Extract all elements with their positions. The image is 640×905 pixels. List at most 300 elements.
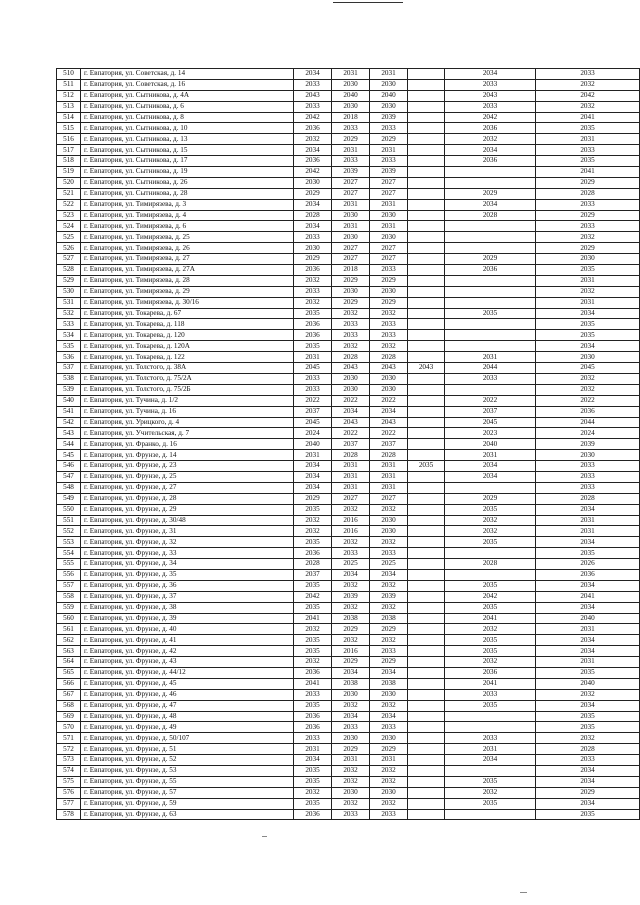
cell-c1: 2032 [294, 624, 332, 635]
cell-c6: 2036 [536, 406, 640, 417]
cell-c3: 2043 [370, 417, 408, 428]
cell-no: 577 [57, 798, 81, 809]
cell-c3: 2029 [370, 657, 408, 668]
cell-c2: 2030 [332, 101, 370, 112]
cell-c2: 2030 [332, 787, 370, 798]
cell-c3: 2031 [370, 461, 408, 472]
cell-no: 527 [57, 254, 81, 265]
cell-c1: 2036 [294, 265, 332, 276]
table-row [57, 580, 640, 591]
cell-c2: 2039 [332, 167, 370, 178]
cell-address: г. Евпатория, ул. Токарева, д. 122 [81, 352, 294, 363]
cell-c2: 2032 [332, 537, 370, 548]
table-row [57, 689, 640, 700]
cell-c5: 2035 [445, 700, 536, 711]
cell-c4 [408, 537, 445, 548]
cell-address: г. Евпатория, ул. Советская, д. 14 [81, 69, 294, 80]
cell-c5: 2034 [445, 461, 536, 472]
cell-c2: 2034 [332, 406, 370, 417]
table-row [57, 69, 640, 80]
cell-address: г. Евпатория, ул. Токарева, д. 118 [81, 319, 294, 330]
cell-c4 [408, 188, 445, 199]
cell-c2: 2027 [332, 177, 370, 188]
table-row [57, 417, 640, 428]
cell-no: 512 [57, 90, 81, 101]
cell-address: г. Евпатория, ул. Сытникова, д. 28 [81, 188, 294, 199]
cell-c6: 2028 [536, 744, 640, 755]
cell-no: 559 [57, 602, 81, 613]
cell-c2: 2033 [332, 722, 370, 733]
cell-c1: 2035 [294, 504, 332, 515]
cell-no: 566 [57, 678, 81, 689]
cell-no: 557 [57, 580, 81, 591]
cell-c4 [408, 254, 445, 265]
table-row [57, 657, 640, 668]
cell-no: 521 [57, 188, 81, 199]
cell-c4 [408, 776, 445, 787]
cell-c3: 2030 [370, 689, 408, 700]
cell-c2: 2033 [332, 319, 370, 330]
cell-c3: 2032 [370, 308, 408, 319]
cell-c4 [408, 569, 445, 580]
cell-c4 [408, 700, 445, 711]
cell-c6: 2034 [536, 580, 640, 591]
cell-c4 [408, 79, 445, 90]
cell-c4 [408, 493, 445, 504]
cell-c5: 2035 [445, 646, 536, 657]
cell-c1: 2045 [294, 363, 332, 374]
cell-c5: 2028 [445, 210, 536, 221]
cell-c3: 2030 [370, 526, 408, 537]
cell-c2: 2031 [332, 145, 370, 156]
cell-no: 523 [57, 210, 81, 221]
cell-c4 [408, 123, 445, 134]
cell-c1: 2033 [294, 286, 332, 297]
cell-c4 [408, 766, 445, 777]
cell-c5: 2032 [445, 624, 536, 635]
table-row [57, 635, 640, 646]
cell-c2: 2031 [332, 221, 370, 232]
cell-c3: 2034 [370, 711, 408, 722]
cell-no: 515 [57, 123, 81, 134]
cell-c1: 2041 [294, 678, 332, 689]
cell-c3: 2038 [370, 678, 408, 689]
cell-c1: 2034 [294, 755, 332, 766]
cell-c1: 2028 [294, 210, 332, 221]
cell-address: г. Евпатория, ул. Фрунзе, д. 27 [81, 482, 294, 493]
cell-c2: 2028 [332, 352, 370, 363]
cell-c3: 2030 [370, 515, 408, 526]
cell-c2: 2016 [332, 526, 370, 537]
cell-c6: 2042 [536, 90, 640, 101]
cell-c6: 2031 [536, 624, 640, 635]
cell-c6: 2032 [536, 733, 640, 744]
cell-c6: 2035 [536, 319, 640, 330]
cell-address: г. Евпатория, ул. Фрунзе, д. 23 [81, 461, 294, 472]
cell-no: 575 [57, 776, 81, 787]
table-row [57, 406, 640, 417]
cell-c4 [408, 657, 445, 668]
cell-no: 549 [57, 493, 81, 504]
table-row [57, 395, 640, 406]
cell-address: г. Евпатория, ул. Сытникова, д. 8 [81, 112, 294, 123]
cell-c1: 2033 [294, 689, 332, 700]
cell-c4 [408, 341, 445, 352]
cell-c4 [408, 733, 445, 744]
cell-c5: 2034 [445, 199, 536, 210]
cell-c4 [408, 548, 445, 559]
cell-no: 533 [57, 319, 81, 330]
cell-c6: 2034 [536, 646, 640, 657]
cell-c1: 2034 [294, 221, 332, 232]
cell-c6: 2036 [536, 569, 640, 580]
cell-address: г. Евпатория, ул. Сытникова, д. 17 [81, 156, 294, 167]
cell-c6: 2031 [536, 134, 640, 145]
cell-c3: 2032 [370, 776, 408, 787]
cell-address: г. Евпатория, ул. Фрунзе, д. 38 [81, 602, 294, 613]
cell-c4 [408, 798, 445, 809]
cell-c5: 2033 [445, 101, 536, 112]
cell-c1: 2022 [294, 395, 332, 406]
cell-c6: 2035 [536, 722, 640, 733]
table-row [57, 297, 640, 308]
cell-c2: 2031 [332, 471, 370, 482]
cell-address: г. Евпатория, ул. Фрунзе, д. 29 [81, 504, 294, 515]
cell-address: г. Евпатория, ул. Тимирязева, д. 30/16 [81, 297, 294, 308]
cell-c4 [408, 319, 445, 330]
cell-c4: 2043 [408, 363, 445, 374]
cell-c6: 2033 [536, 145, 640, 156]
cell-address: г. Евпатория, ул. Фрунзе, д. 36 [81, 580, 294, 591]
cell-c3: 2039 [370, 112, 408, 123]
cell-c5: 2028 [445, 559, 536, 570]
cell-address: г. Евпатория, ул. Фрунзе, д. 14 [81, 450, 294, 461]
cell-address: г. Евпатория, ул. Франко, д. 16 [81, 439, 294, 450]
cell-c4 [408, 678, 445, 689]
cell-c2: 2018 [332, 265, 370, 276]
cell-c1: 2024 [294, 428, 332, 439]
cell-c1: 2029 [294, 493, 332, 504]
cell-c4 [408, 297, 445, 308]
cell-address: г. Евпатория, ул. Фрунзе, д. 39 [81, 613, 294, 624]
cell-c1: 2033 [294, 101, 332, 112]
cell-address: г. Евпатория, ул. Сытникова, д. 10 [81, 123, 294, 134]
cell-c5: 2031 [445, 352, 536, 363]
cell-c2: 2030 [332, 689, 370, 700]
cell-c5 [445, 275, 536, 286]
cell-c1: 2033 [294, 79, 332, 90]
cell-no: 534 [57, 330, 81, 341]
table-body [57, 69, 640, 820]
cell-c1: 2036 [294, 711, 332, 722]
table-row [57, 548, 640, 559]
cell-c4 [408, 156, 445, 167]
cell-address: г. Евпатория, ул. Тимирязева, д. 6 [81, 221, 294, 232]
cell-c1: 2035 [294, 580, 332, 591]
cell-c5: 2032 [445, 657, 536, 668]
cell-no: 511 [57, 79, 81, 90]
cell-no: 562 [57, 635, 81, 646]
cell-c3: 2031 [370, 755, 408, 766]
cell-c3: 2027 [370, 177, 408, 188]
cell-c2: 2022 [332, 428, 370, 439]
table-row [57, 90, 640, 101]
cell-address: г. Евпатория, ул. Тимирязева, д. 29 [81, 286, 294, 297]
cell-c5 [445, 482, 536, 493]
cell-c3: 2030 [370, 79, 408, 90]
cell-address: г. Евпатория, ул. Фрунзе, д. 41 [81, 635, 294, 646]
cell-c1: 2032 [294, 297, 332, 308]
cell-c4 [408, 722, 445, 733]
cell-no: 568 [57, 700, 81, 711]
repair-schedule-table [56, 68, 640, 820]
cell-c6: 2033 [536, 69, 640, 80]
cell-address: г. Евпатория, ул. Тимирязева, д. 25 [81, 232, 294, 243]
table-row [57, 188, 640, 199]
table-row [57, 101, 640, 112]
cell-c2: 2029 [332, 744, 370, 755]
cell-address: г. Евпатория, ул. Токарева, д. 120 [81, 330, 294, 341]
cell-c4 [408, 69, 445, 80]
cell-c2: 2027 [332, 493, 370, 504]
cell-address: г. Евпатория, ул. Фрунзе, д. 57 [81, 787, 294, 798]
cell-address: г. Евпатория, ул. Фрунзе, д. 47 [81, 700, 294, 711]
cell-address: г. Евпатория, ул. Фрунзе, д. 45 [81, 678, 294, 689]
cell-address: г. Евпатория, ул. Советская, д. 16 [81, 79, 294, 90]
cell-address: г. Евпатория, ул. Тимирязева, д. 27 [81, 254, 294, 265]
cell-c4 [408, 559, 445, 570]
cell-c4 [408, 613, 445, 624]
table-row [57, 373, 640, 384]
cell-address: г. Евпатория, ул. Фрунзе, д. 46 [81, 689, 294, 700]
cell-c6: 2035 [536, 548, 640, 559]
cell-no: 541 [57, 406, 81, 417]
cell-c5: 2032 [445, 515, 536, 526]
cell-c2: 2032 [332, 635, 370, 646]
cell-address: г. Евпатория, ул. Тимирязева, д. 4 [81, 210, 294, 221]
cell-c2: 2031 [332, 461, 370, 472]
table-row [57, 450, 640, 461]
cell-c6: 2034 [536, 700, 640, 711]
cell-c2: 2032 [332, 308, 370, 319]
cell-c2: 2031 [332, 755, 370, 766]
table-row [57, 787, 640, 798]
table-row [57, 352, 640, 363]
cell-c3: 2028 [370, 352, 408, 363]
cell-no: 540 [57, 395, 81, 406]
table-row [57, 646, 640, 657]
cell-c5: 2033 [445, 689, 536, 700]
cell-c3: 2033 [370, 330, 408, 341]
cell-address: г. Евпатория, ул. Фрунзе, д. 25 [81, 471, 294, 482]
cell-no: 536 [57, 352, 81, 363]
cell-no: 572 [57, 744, 81, 755]
cell-c6: 2033 [536, 482, 640, 493]
table-row [57, 210, 640, 221]
cell-c6: 2029 [536, 210, 640, 221]
table-row [57, 265, 640, 276]
cell-c6: 2035 [536, 330, 640, 341]
table-row [57, 286, 640, 297]
cell-c1: 2036 [294, 548, 332, 559]
cell-c6: 2029 [536, 177, 640, 188]
cell-c2: 2039 [332, 591, 370, 602]
cell-address: г. Евпатория, ул. Тучина, д. 1/2 [81, 395, 294, 406]
cell-c4 [408, 602, 445, 613]
cell-c1: 2035 [294, 700, 332, 711]
cell-address: г. Евпатория, ул. Фрунзе, д. 48 [81, 711, 294, 722]
cell-no: 570 [57, 722, 81, 733]
cell-c3: 2032 [370, 766, 408, 777]
cell-c1: 2034 [294, 471, 332, 482]
cell-c4 [408, 580, 445, 591]
table-row [57, 167, 640, 178]
cell-address: г. Евпатория, ул. Фрунзе, д. 31 [81, 526, 294, 537]
cell-c5: 2032 [445, 526, 536, 537]
cell-c3: 2032 [370, 635, 408, 646]
cell-c4 [408, 210, 445, 221]
cell-c4 [408, 787, 445, 798]
cell-c2: 2043 [332, 417, 370, 428]
cell-address: г. Евпатория, ул. Тимирязева, д. 28 [81, 275, 294, 286]
cell-no: 518 [57, 156, 81, 167]
cell-no: 548 [57, 482, 81, 493]
cell-c6: 2028 [536, 188, 640, 199]
cell-c6: 2032 [536, 286, 640, 297]
cell-c3: 2030 [370, 101, 408, 112]
cell-c5 [445, 330, 536, 341]
cell-c4 [408, 439, 445, 450]
cell-c6: 2041 [536, 112, 640, 123]
cell-c2: 2030 [332, 210, 370, 221]
cell-c6: 2035 [536, 809, 640, 820]
table-row [57, 569, 640, 580]
cell-c4 [408, 199, 445, 210]
cell-address: г. Евпатория, ул. Толстого, д. 75/2А [81, 373, 294, 384]
cell-no: 576 [57, 787, 81, 798]
cell-c2: 2029 [332, 657, 370, 668]
cell-c5: 2034 [445, 69, 536, 80]
cell-c2: 2032 [332, 700, 370, 711]
cell-c2: 2029 [332, 134, 370, 145]
cell-c1: 2032 [294, 515, 332, 526]
cell-c3: 2025 [370, 559, 408, 570]
table-row [57, 384, 640, 395]
cell-c3: 2039 [370, 591, 408, 602]
cell-c3: 2031 [370, 482, 408, 493]
cell-c4 [408, 112, 445, 123]
cell-c4 [408, 221, 445, 232]
cell-c2: 2030 [332, 733, 370, 744]
cell-no: 551 [57, 515, 81, 526]
cell-c5: 2036 [445, 156, 536, 167]
cell-c5: 2034 [445, 755, 536, 766]
cell-c5: 2036 [445, 667, 536, 678]
table-row [57, 678, 640, 689]
cell-c3: 2029 [370, 275, 408, 286]
cell-c4 [408, 90, 445, 101]
cell-c3: 2037 [370, 439, 408, 450]
cell-address: г. Евпатория, ул. Сытникова, д. 13 [81, 134, 294, 145]
cell-c4 [408, 286, 445, 297]
cell-c2: 2028 [332, 450, 370, 461]
cell-c5: 2041 [445, 613, 536, 624]
cell-c6: 2039 [536, 439, 640, 450]
cell-c1: 2031 [294, 352, 332, 363]
cell-c4 [408, 809, 445, 820]
cell-c2: 2031 [332, 482, 370, 493]
cell-c4 [408, 744, 445, 755]
cell-address: г. Евпатория, ул. Фрунзе, д. 55 [81, 776, 294, 787]
cell-c3: 2022 [370, 395, 408, 406]
cell-c3: 2033 [370, 548, 408, 559]
table-row [57, 755, 640, 766]
cell-c4 [408, 406, 445, 417]
cell-address: г. Евпатория, ул. Фрунзе, д. 32 [81, 537, 294, 548]
cell-c5: 2035 [445, 776, 536, 787]
cell-c3: 2030 [370, 232, 408, 243]
cell-no: 578 [57, 809, 81, 820]
table-row [57, 461, 640, 472]
cell-c2: 2043 [332, 363, 370, 374]
cell-c6: 2034 [536, 308, 640, 319]
table-row [57, 243, 640, 254]
cell-c1: 2036 [294, 809, 332, 820]
cell-c6: 2041 [536, 591, 640, 602]
cell-no: 520 [57, 177, 81, 188]
cell-c5: 2043 [445, 90, 536, 101]
cell-c1: 2030 [294, 177, 332, 188]
cell-c1: 2031 [294, 744, 332, 755]
cell-no: 528 [57, 265, 81, 276]
cell-c4 [408, 265, 445, 276]
cell-c5: 2023 [445, 428, 536, 439]
cell-c3: 2027 [370, 188, 408, 199]
cell-c5 [445, 341, 536, 352]
cell-c3: 2032 [370, 341, 408, 352]
cell-address: г. Евпатория, ул. Фрунзе, д. 40 [81, 624, 294, 635]
cell-c5 [445, 766, 536, 777]
cell-c2: 2038 [332, 678, 370, 689]
cell-c2: 2030 [332, 373, 370, 384]
cell-address: г. Евпатория, ул. Фрунзе, д. 63 [81, 809, 294, 820]
cell-c6: 2035 [536, 711, 640, 722]
cell-no: 531 [57, 297, 81, 308]
cell-c1: 2036 [294, 319, 332, 330]
cell-c2: 2027 [332, 243, 370, 254]
cell-c5 [445, 286, 536, 297]
cell-c5: 2035 [445, 635, 536, 646]
cell-c1: 2033 [294, 373, 332, 384]
cell-c3: 2030 [370, 286, 408, 297]
cell-c5: 2040 [445, 439, 536, 450]
cell-c6: 2034 [536, 766, 640, 777]
cell-address: г. Евпатория, ул. Толстого, д. 75/2Б [81, 384, 294, 395]
cell-c1: 2035 [294, 308, 332, 319]
cell-c1: 2033 [294, 733, 332, 744]
cell-address: г. Евпатория, ул. Токарева, д. 67 [81, 308, 294, 319]
cell-c1: 2033 [294, 232, 332, 243]
cell-c3: 2022 [370, 428, 408, 439]
cell-c4 [408, 243, 445, 254]
cell-c5 [445, 809, 536, 820]
cell-c6: 2035 [536, 265, 640, 276]
cell-c1: 2029 [294, 254, 332, 265]
cell-c2: 2034 [332, 711, 370, 722]
cell-no: 571 [57, 733, 81, 744]
cell-c1: 2029 [294, 188, 332, 199]
cell-c4 [408, 515, 445, 526]
